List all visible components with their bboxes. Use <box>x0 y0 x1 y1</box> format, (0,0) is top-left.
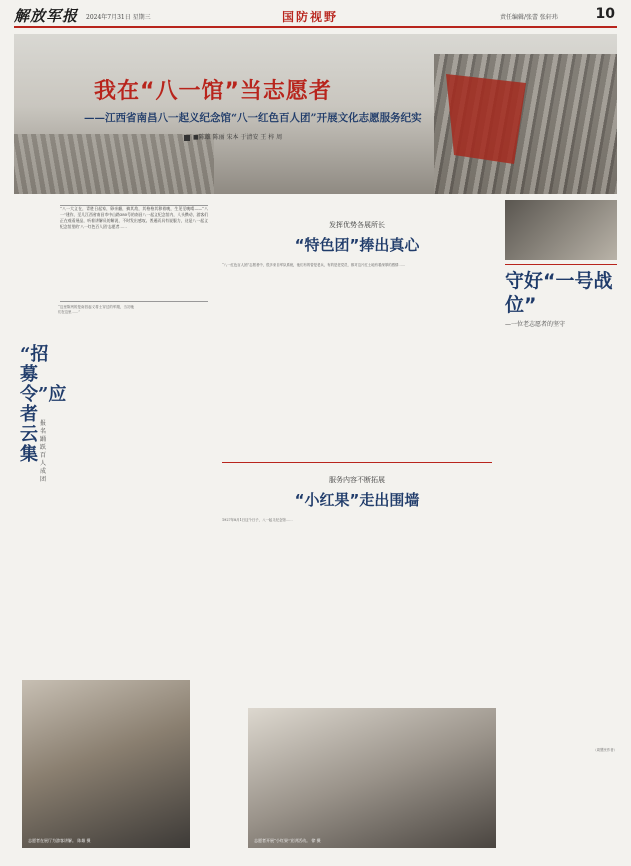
section-title: 国防视野 <box>282 10 339 24</box>
left-story-headline: “招募令”应者云集 <box>20 344 67 465</box>
rail-headline: 守好“一号战位” <box>505 270 613 316</box>
story-characteristic-team <box>222 220 492 268</box>
editor-credits: 责任编辑/张蕾 张轩玮 <box>500 14 558 21</box>
hero-flag-image <box>446 74 526 164</box>
story3-headline: “小红果”走出围墙 <box>294 491 420 509</box>
story2-headline: “特色团”捧出真心 <box>294 236 420 254</box>
photo-left-caption: 志愿者在展厅为游客讲解。 陈雄 摄 <box>28 838 91 843</box>
left-story-text: “这里陈列的是南昌起义将士穿过的军服，当初他们在这里……” <box>58 305 134 315</box>
story-little-red-fruit <box>222 475 492 523</box>
right-rail <box>505 200 617 860</box>
issue-date: 2024年7月31日 星期三 <box>86 14 151 21</box>
section-divider <box>222 462 492 463</box>
story2-kicker: 发挥优势各展所长 <box>329 221 385 229</box>
masthead <box>14 6 617 28</box>
rail-credit: （周慧民作者） <box>593 748 617 752</box>
rail-rule <box>505 264 617 265</box>
left-story-subline: 报名踊跃 百人成团 <box>40 420 47 483</box>
main-headline: 我在“八一馆”当志愿者 <box>94 79 332 104</box>
lead-box-text: “八一大义在，青胜日起家，卵亲翻，摘其敌，其格格其移着晚，生见至晚晴——“八一”建作，至几江西省南昌市中山路380号的南昌八一起义纪念馆内，人头攒动，游客们正在观看展品，听着讲解员的解说，不时发出感叹。普通而具有说服力，这是八一起义纪念馆里的‘八一红色百人团’志愿者…… <box>60 206 208 229</box>
page-number: 10 <box>595 6 615 22</box>
byline-marker-icon <box>184 135 190 141</box>
photo-right-caption: 志愿者开展“小红果”宣讲活动。 徐 摄 <box>254 838 321 843</box>
lead-box <box>60 205 208 302</box>
byline-text: ■陈雄 陈丽 宋本 于清安 王 梓 周 <box>193 134 283 141</box>
byline <box>184 132 282 141</box>
newspaper-logo: 解放军报 <box>14 7 79 25</box>
photo-guided-tour <box>22 680 190 848</box>
main-subtitle: ——江西省南昌八一起义纪念馆“八一红色百人团”开展文化志愿服务纪实 <box>84 112 422 124</box>
hero-sculpture-image <box>14 134 214 194</box>
left-body-column-1 <box>58 305 134 316</box>
hero-banner <box>14 34 617 194</box>
photo-volunteer-event <box>248 708 496 848</box>
rail-photo <box>505 200 617 260</box>
rail-subline: —一位老志愿者的坚守 <box>505 321 566 328</box>
story3-kicker: 服务内容不断拓展 <box>329 476 385 484</box>
story2-text: “八一红色百人团”志愿者中，很多来自军队系统，他们有的曾是老兵，有的是老党员，都对这片红土地有着深厚的感情…… <box>222 263 406 267</box>
story3-text: 1927年8月1日这个日子，八一起义纪念馆…… <box>222 518 293 522</box>
